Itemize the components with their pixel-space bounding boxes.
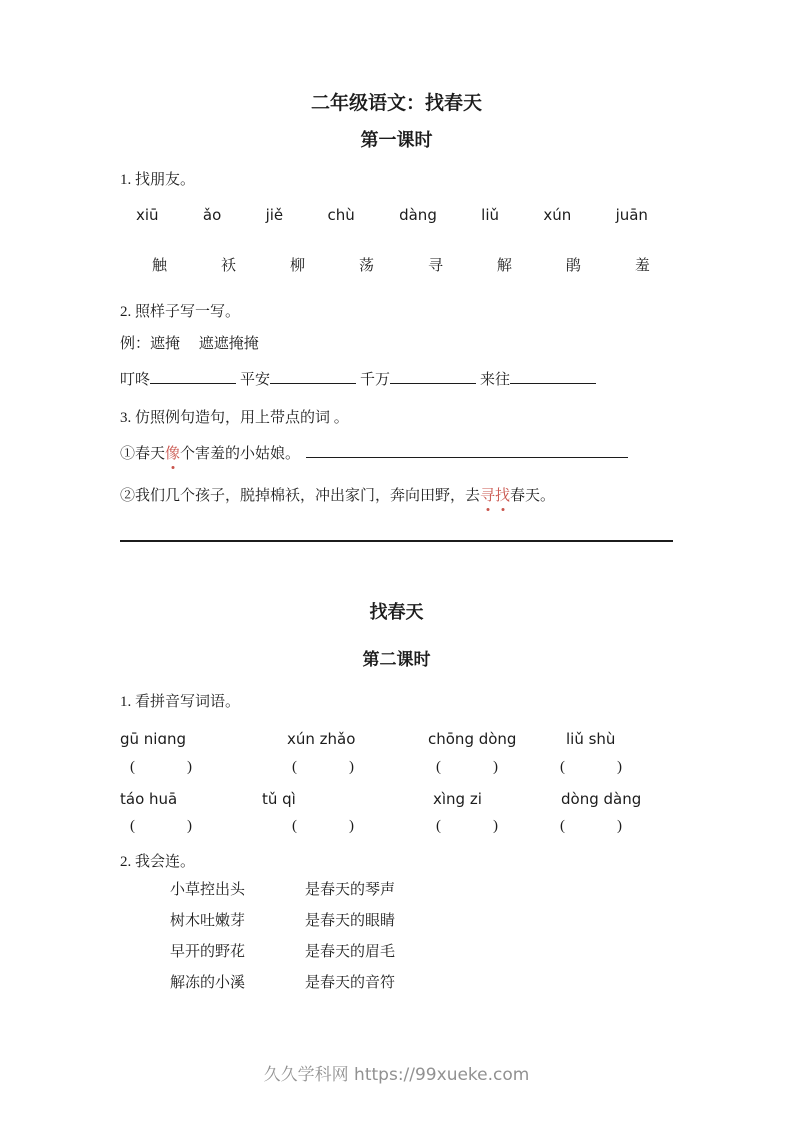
- answer-parens[interactable]: [560, 818, 622, 835]
- hanzi-item: 寻: [427, 258, 443, 274]
- paren-open: (: [560, 759, 565, 775]
- paren-open: (: [560, 818, 565, 834]
- hanzi-item: 触: [152, 258, 168, 274]
- answer-parens[interactable]: [292, 759, 354, 776]
- match-row: [170, 971, 590, 1002]
- answer-parens[interactable]: [560, 759, 622, 776]
- fill-word: 千万: [360, 372, 391, 388]
- watermark-footer: 久久学科网 https://99xueke.com: [263, 1065, 530, 1085]
- match-row: [170, 878, 590, 909]
- hanzi-item: 鹃: [565, 258, 581, 274]
- answer-blank[interactable]: [306, 443, 628, 458]
- paren-close: ): [493, 818, 498, 834]
- answer-blank[interactable]: [150, 369, 236, 384]
- pinyin-item: liǔ: [481, 206, 500, 224]
- paren-open: (: [436, 759, 441, 775]
- paren-close: ): [187, 818, 192, 834]
- hanzi-item: 荡: [358, 258, 374, 274]
- l1-ex1-pinyin-row: [136, 206, 648, 224]
- pinyin-word: gū niɑng: [120, 730, 187, 748]
- paren-close: ): [617, 818, 622, 834]
- l2-ex1-paren-row-2: [120, 818, 673, 842]
- paren-close: ): [617, 759, 622, 775]
- paren-close: ): [349, 818, 354, 834]
- pinyin-word: chōng dòng: [428, 730, 517, 748]
- pinyin-word: táo huā: [120, 790, 178, 808]
- pinyin-item: xún: [543, 206, 572, 224]
- pinyin-word: tǔ qì: [262, 790, 296, 808]
- pinyin-item: ǎo: [202, 206, 222, 224]
- lesson2-heading: 第二课时: [362, 650, 431, 669]
- paren-open: (: [130, 818, 135, 834]
- fill-word: 叮咚: [120, 372, 151, 388]
- hanzi-item: 解: [496, 258, 512, 274]
- match-right-item[interactable]: 是春天的音符: [305, 975, 396, 991]
- l1-ex1-characters-row: [152, 254, 650, 275]
- sentence-text: 春天。: [510, 488, 556, 504]
- emphasized-word: 寻找: [480, 488, 510, 504]
- fill-word: 来往: [480, 372, 511, 388]
- pinyin-word: xìng zi: [433, 790, 482, 808]
- l1-ex2-example: 例：遮掩 遮遮掩掩: [120, 336, 259, 352]
- l2-ex1-pinyin-row-2: [120, 790, 673, 814]
- answer-parens[interactable]: [130, 759, 192, 776]
- paren-open: (: [130, 759, 135, 775]
- answer-blank[interactable]: [390, 369, 476, 384]
- match-right-item[interactable]: 是春天的眼睛: [305, 913, 396, 929]
- emphasized-word: 像: [165, 446, 180, 462]
- pinyin-word: dòng dàng: [561, 790, 642, 808]
- pinyin-item: juān: [615, 206, 648, 224]
- match-left-item[interactable]: 树木吐嫩芽: [170, 913, 246, 929]
- fill-word: 平安: [240, 372, 271, 388]
- l2-ex2-label: 2. 我会连。: [120, 854, 196, 870]
- paren-open: (: [436, 818, 441, 834]
- pinyin-item: xiū: [136, 206, 159, 224]
- sentence-text: ②我们几个孩子，脱掉棉袄，冲出家门，奔向田野，去: [120, 488, 481, 504]
- lesson2-title: 找春天: [369, 602, 424, 622]
- l1-ex3-sentence-2: [120, 484, 673, 505]
- pinyin-item: dàng: [399, 206, 437, 224]
- sentence-text: 个害羞的小姑娘。: [180, 446, 301, 462]
- l1-ex2-fill-line: [120, 368, 673, 389]
- l2-ex1-pinyin-row-1: [120, 730, 673, 754]
- match-left-item[interactable]: 早开的野花: [170, 944, 246, 960]
- lesson1-heading: 第一课时: [360, 130, 433, 150]
- l1-ex3-label: 3. 仿照例句造句，用上带点的词 。: [120, 410, 349, 426]
- l2-ex1-label: 1. 看拼音写词语。: [120, 694, 241, 710]
- pinyin-item: jiě: [265, 206, 284, 224]
- paren-open: (: [292, 759, 297, 775]
- match-left-item[interactable]: 解冻的小溪: [170, 975, 246, 991]
- paren-close: ): [493, 759, 498, 775]
- section-divider: [120, 540, 673, 542]
- match-row: [170, 909, 590, 940]
- hanzi-item: 羞: [634, 258, 650, 274]
- page-title: 二年级语文：找春天: [310, 93, 482, 114]
- paren-open: (: [292, 818, 297, 834]
- match-row: [170, 940, 590, 971]
- answer-parens[interactable]: [436, 818, 498, 835]
- l2-ex2-match-list: [170, 878, 590, 1002]
- sentence-text: ①春天: [120, 446, 166, 462]
- hanzi-item: 袄: [220, 258, 236, 274]
- pinyin-item: chù: [327, 206, 355, 224]
- answer-parens[interactable]: [436, 759, 498, 776]
- match-left-item[interactable]: 小草控出头: [170, 882, 246, 898]
- hanzi-item: 柳: [289, 258, 305, 274]
- answer-parens[interactable]: [130, 818, 192, 835]
- pinyin-word: liǔ shù: [566, 730, 616, 748]
- l1-ex1-label: 1. 找朋友。: [120, 172, 196, 188]
- l2-ex1-paren-row-1: [120, 759, 673, 783]
- answer-blank[interactable]: [270, 369, 356, 384]
- paren-close: ): [349, 759, 354, 775]
- paren-close: ): [187, 759, 192, 775]
- l1-ex2-label: 2. 照样子写一写。: [120, 304, 241, 320]
- l1-ex3-sentence-1: [120, 442, 673, 463]
- match-right-item[interactable]: 是春天的琴声: [305, 882, 396, 898]
- answer-blank[interactable]: [510, 369, 596, 384]
- answer-parens[interactable]: [292, 818, 354, 835]
- match-right-item[interactable]: 是春天的眉毛: [305, 944, 396, 960]
- pinyin-word: xún zhǎo: [287, 730, 356, 748]
